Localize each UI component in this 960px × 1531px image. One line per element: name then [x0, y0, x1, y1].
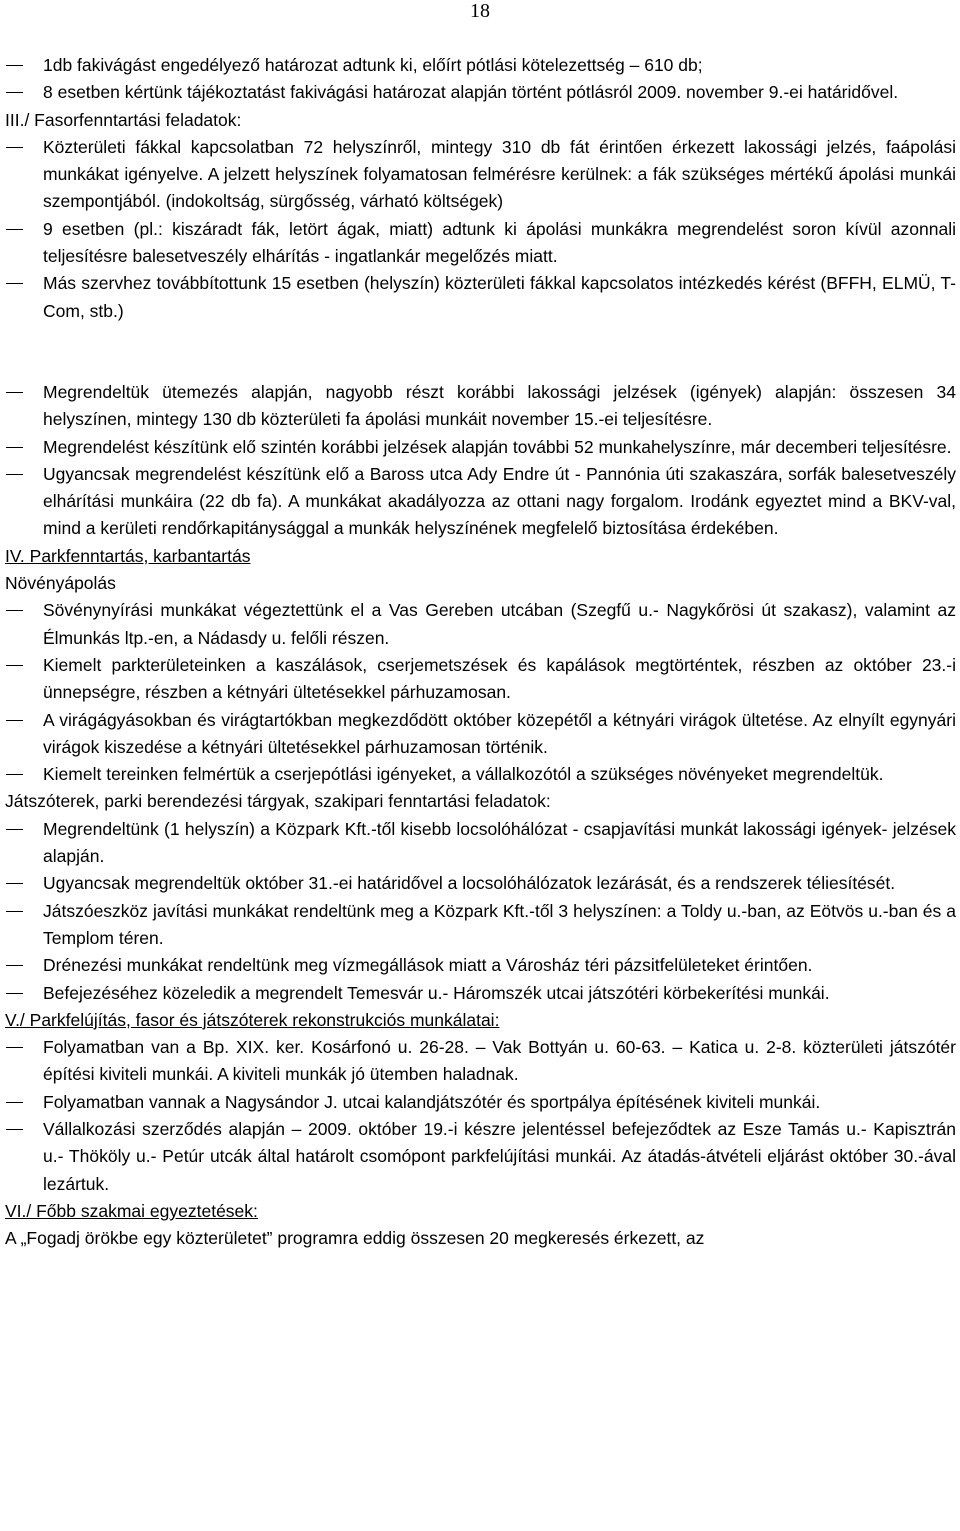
section-heading: Növényápolás	[5, 573, 116, 594]
list-item	[5, 952, 956, 979]
list-item	[5, 597, 956, 652]
list-item-text: Befejezéséhez közeledik a megrendelt Temesvár u.- Háromszék utcai játszótéri körbekerítési munkái.	[43, 982, 830, 1003]
list-item-text: Kiemelt parkterületeinken a kaszálások, cserjemetszések és kapálások megtörténtek, részben az október 23.-i ünnepségre, részben a kétnyári ültetésekkel párhuzamosan.	[43, 654, 956, 703]
list-item-text: Folyamatban vannak a Nagysándor J. utcai kalandjátszótér és sportpálya építésének kiviteli munkái.	[43, 1091, 821, 1112]
list-item-text: Játszóeszköz javítási munkákat rendeltünk meg a Közpark Kft.-től 3 helyszínen: a Toldy u.-ban, az Eötvös u.-ban és a Templom téren.	[43, 900, 956, 948]
list-item	[5, 270, 956, 325]
list-item	[5, 1116, 956, 1198]
list-item	[5, 379, 956, 434]
list-item	[5, 434, 956, 461]
list-item	[5, 79, 956, 106]
list-item-text: Ugyancsak megrendelést készítünk elő a Baross utca Ady Endre út - Pannónia úti szakaszára, sorfák balesetveszély elhárítási munkáira (22 db fa). A munkákat akadályozza az ottani nagy forgalom. Irodánk egyeztet mind a BKV-val, mind a kerületi rendőrkapitánysággal a munkák helyszínének megfelelő biztosítása érdekében.	[43, 463, 956, 539]
list-item-text: 1db fakivágást engedélyező határozat adtunk ki, előírt pótlási kötelezettség – 610 db;	[43, 55, 703, 75]
section-heading: III./ Fasorfenntartási feladatok:	[5, 109, 242, 130]
list-item-text: Megrendelést készítünk elő szintén korábbi jelzések alapján további 52 munkahelyszínre, már decemberi teljesítésre.	[43, 436, 952, 457]
list-item	[5, 461, 956, 543]
list-item-text: Megrendeltük ütemezés alapján, nagyobb részt korábbi lakossági jelzések (igények) alapján: összesen 34 helyszínen, mintegy 130 db közterületi fa ápolási munkáit november 15.-ei teljesítésre.	[43, 381, 956, 430]
list-item-text: Sövénynyírási munkákat végeztettünk el a Vas Gereben utcában (Szegfű u.- Nagykőrösi út szakasz), valamint az Élmunkás ltp.-en, a Nádasdy u. felőli részen.	[43, 600, 956, 648]
list-item	[5, 1089, 956, 1116]
list-item	[5, 707, 956, 762]
list-item-text: Közterületi fákkal kapcsolatban 72 helyszínről, mintegy 310 db fát érintően érkezett lakossági jelzés, faápolási munkákat igényelve. A jelzett helyszínek folyamatosan felmérésre kerülnek: a fák szükséges mértékű ápolási munkái szempontjából. (indokoltság, sürgősség, várható költségek)	[43, 136, 956, 212]
list-item-text: 8 esetben kértünk tájékoztatást fakivágási határozat alapján történt pótlásról 2009. november 9.-ei határidővel.	[43, 82, 899, 103]
section-heading: IV. Parkfenntartás, karbantartás	[5, 545, 251, 566]
list-item-text: Más szervhez továbbítottunk 15 esetben (helyszín) közterületi fákkal kapcsolatos intézkedés kérést (BFFH, ELMÜ, T-Com, stb.)	[43, 273, 956, 321]
list-item-text: Ugyancsak megrendeltük október 31.-ei határidővel a locsolóhálózatok lezárását, és a rendszerek téliesítését.	[43, 873, 896, 894]
page-number: 18	[470, 0, 490, 22]
section-heading: A „Fogadj örökbe egy közterületet” programra eddig összesen 20 megkeresés érkezett, az	[5, 1228, 705, 1249]
list-item-text: A virágágyásokban és virágtartókban megkezdődött október közepétől a kétnyári virágok ültetése. Az elnyílt egynyári virágok kiszedése a kétnyári ültetésekkel párhuzamosan történik.	[43, 709, 956, 757]
list-item-text: Megrendeltünk (1 helyszín) a Közpark Kft.-től kisebb locsolóhálózat - csapjavítási munkát lakossági igények- jelzések alapján.	[43, 818, 956, 867]
list-item	[5, 898, 956, 953]
document-body	[5, 52, 956, 1252]
list-item-text: Vállalkozási szerződés alapján – 2009. október 19.-i készre jelentéssel befejeződtek az Esze Tamás u.- Kapisztrán u.- Thököly u.- Petúr utcák által határolt csomópont parkfelújítási munkái. Az átadás-átvételi eljárást október 30.-ával lezártuk.	[43, 1118, 956, 1194]
paragraph-gap	[5, 325, 956, 379]
list-item	[5, 870, 956, 897]
list-item-text: 9 esetben (pl.: kiszáradt fák, letört ágak, miatt) adtunk ki ápolási munkákra megrendelést soron kívül azonnali teljesítésre balesetveszély elhárítás - ingatlankár megelőzés miatt.	[43, 218, 956, 267]
list-item	[5, 761, 956, 788]
list-item	[5, 1034, 956, 1089]
list-item-text: Drénezési munkákat rendeltünk meg vízmegállások miatt a Városház téri pázsitfelületeket érintően.	[43, 955, 813, 976]
list-item	[5, 52, 956, 79]
section-heading: VI./ Főbb szakmai egyeztetések:	[5, 1200, 258, 1221]
list-item	[5, 134, 956, 216]
list-item	[5, 980, 956, 1007]
section-heading: Játszóterek, parki berendezési tárgyak, szakipari fenntartási feladatok:	[5, 791, 551, 812]
list-item	[5, 816, 956, 871]
list-item-text: Kiemelt tereinken felmértük a cserjepótlási igényeket, a vállalkozótól a szükséges növényeket megrendeltük.	[43, 764, 884, 785]
list-item	[5, 216, 956, 271]
list-item-text: Folyamatban van a Bp. XIX. ker. Kosárfonó u. 26-28. – Vak Bottyán u. 60-63. – Katica u. 2-8. közterületi játszótér építési kiviteli munkái. A kiviteli munkák jó ütemben haladnak.	[43, 1037, 956, 1085]
list-item	[5, 652, 956, 707]
section-heading: V./ Parkfelújítás, fasor és játszóterek rekonstrukciós munkálatai:	[5, 1009, 500, 1030]
